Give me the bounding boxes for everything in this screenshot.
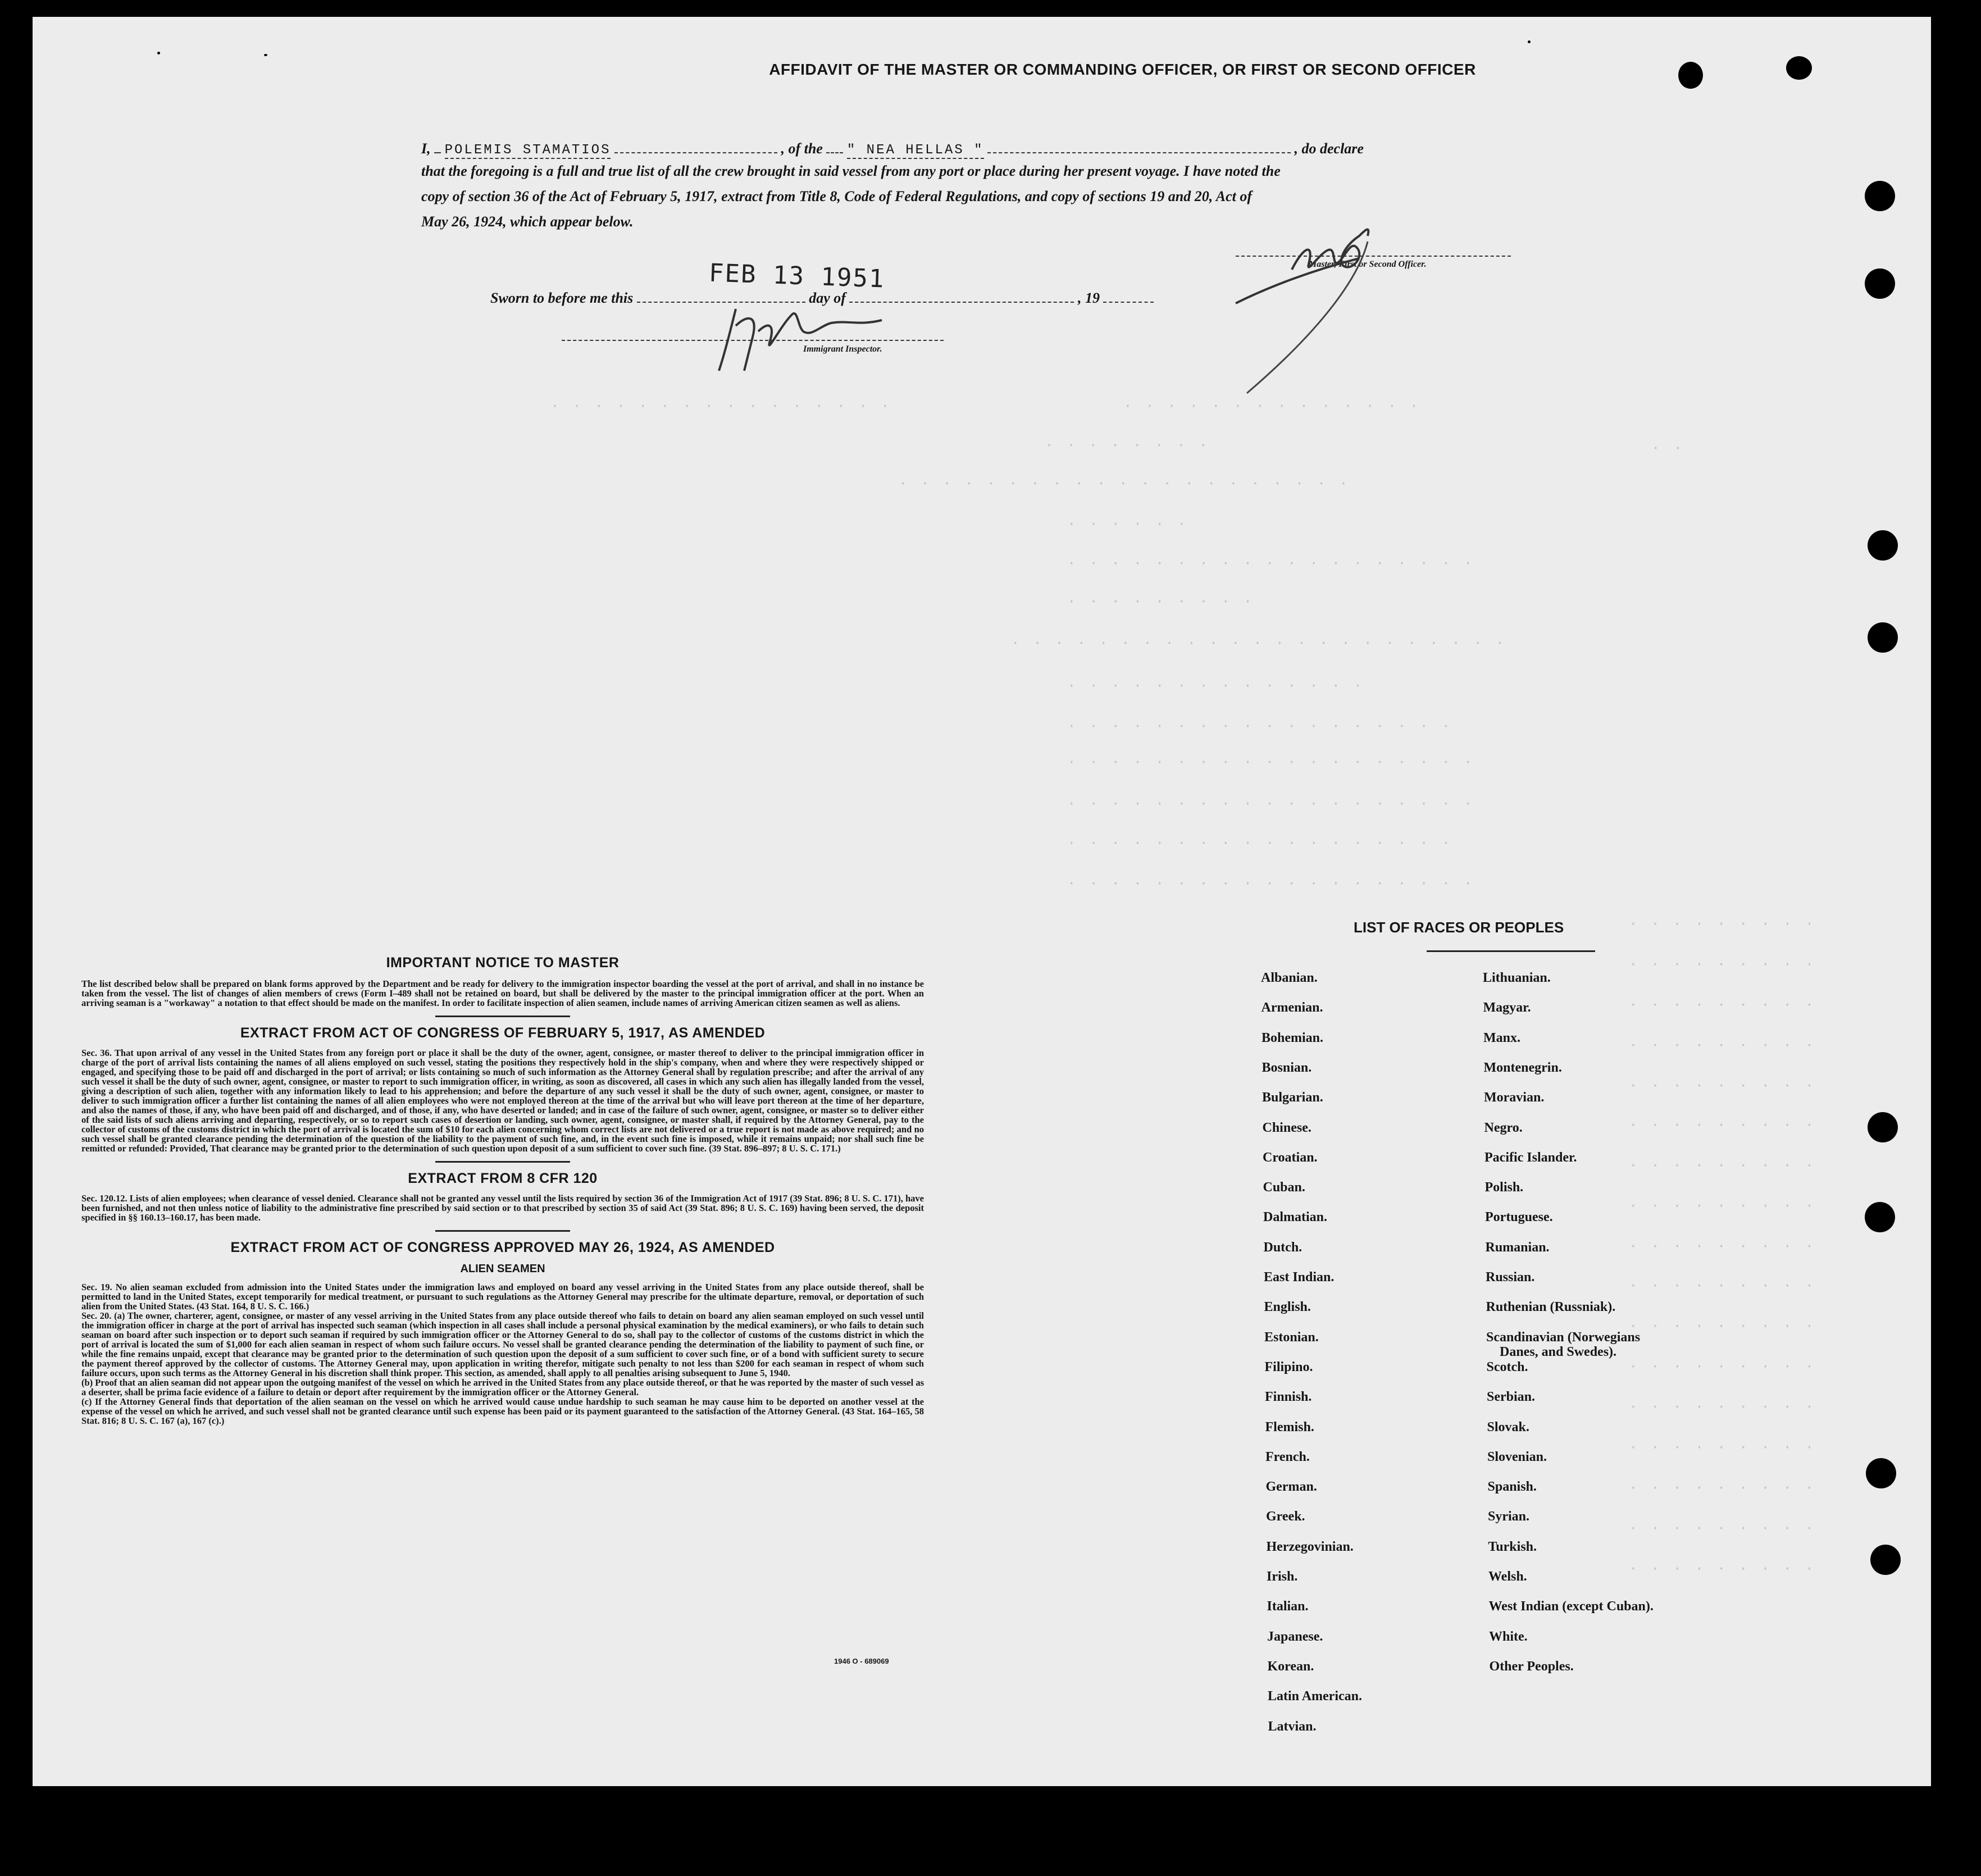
declaration-line-1: that the foregoing is a full and true list of all the crew brought in said vessel from any port or place during her present voyage. I have noted the xyxy=(421,163,1281,179)
separator xyxy=(435,1161,570,1163)
race-item: East Indian. xyxy=(1264,1270,1335,1285)
svg-text:· ·: · · xyxy=(1651,440,1684,457)
races-rule xyxy=(1427,950,1595,952)
inspector-signature xyxy=(713,292,938,382)
extract-1924-title: EXTRACT FROM ACT OF CONGRESS APPROVED MAY 26, 1924, AS AMENDED xyxy=(230,1240,775,1255)
sec-20b-text: (b) Proof that an alien seaman did not appear upon the outgoing manifest of the vessel on which he arrived in the United States from any place outside thereof, or that he was reported by the master of such vessel as a deserter, shall be prima facie evidence of a failure to detain or deport after requirement by the immigration officer or the Attorney General. xyxy=(81,1377,924,1397)
master-signature-caption: Master, First or Second Officer. xyxy=(1309,259,1427,269)
race-item: Greek. xyxy=(1266,1509,1305,1524)
svg-text:· · · · · · · ·: · · · · · · · · · xyxy=(1629,1238,1816,1255)
year-field xyxy=(1103,292,1154,303)
race-item: Welsh. xyxy=(1488,1569,1527,1584)
declaration-line-3: May 26, 1924, which appear below. xyxy=(421,213,634,230)
svg-text:· · · · · · · ·: · · · · · · · · · · · · · · · · · · · · · · · xyxy=(1011,635,1507,652)
master-name-field: POLEMIS STAMATIOS xyxy=(444,143,611,158)
svg-text:· · · · · · · ·: · · · · · · · · · · · · · · · · xyxy=(550,398,892,415)
svg-text:· · · · · · · ·: · · · · · · · · · xyxy=(1629,1479,1816,1496)
punch-hole xyxy=(1865,268,1895,299)
race-item: Japanese. xyxy=(1267,1629,1323,1644)
punch-hole xyxy=(1868,1112,1898,1142)
race-item: Slovenian. xyxy=(1487,1449,1547,1464)
inspector-caption: Immigrant Inspector. xyxy=(803,344,882,354)
race-item: English. xyxy=(1264,1300,1311,1315)
race-item: Albanian. xyxy=(1261,971,1318,985)
sworn-label: Sworn to before me this xyxy=(490,290,634,306)
svg-text:· · · · · · · ·: · · · · · · · · · xyxy=(1629,1358,1816,1375)
svg-text:· · · · · · · ·: · · · · · · · · · xyxy=(1629,1560,1816,1577)
race-item: Armenian. xyxy=(1261,1000,1323,1016)
race-item: Herzegovinian. xyxy=(1266,1539,1354,1554)
race-item: Flemish. xyxy=(1265,1419,1314,1435)
race-item: Chinese. xyxy=(1262,1120,1311,1135)
separator xyxy=(435,1230,570,1232)
name-field-fill xyxy=(614,142,777,153)
race-item: Finnish. xyxy=(1265,1390,1312,1405)
scan-border xyxy=(1931,0,1981,1876)
notice-title: IMPORTANT NOTICE TO MASTER xyxy=(386,955,620,971)
svg-text:· · · · · · · ·: · · · · · · · · · xyxy=(1629,1157,1816,1174)
race-item: Manx. xyxy=(1483,1030,1520,1045)
extract-1924-subtitle: ALIEN SEAMEN xyxy=(460,1263,545,1275)
svg-text:· · · · · · · ·: · · · · · · · · · xyxy=(1629,956,1816,973)
race-item: Spanish. xyxy=(1487,1479,1537,1495)
i-label: I, xyxy=(421,140,431,157)
race-item: Negro. xyxy=(1484,1120,1523,1135)
race-item: French. xyxy=(1265,1449,1310,1464)
races-title: LIST OF RACES OR PEOPLES xyxy=(1354,919,1564,936)
race-item: Rumanian. xyxy=(1485,1240,1550,1255)
race-item: Pacific Islander. xyxy=(1484,1150,1577,1165)
punch-hole xyxy=(1865,1202,1895,1232)
race-item: Estonian. xyxy=(1264,1329,1319,1345)
race-item: Polish. xyxy=(1484,1180,1524,1195)
svg-text:· · · · · · · ·: · · · · · · · · · xyxy=(1629,1318,1816,1335)
svg-text:· · · · · · · ·: · · · · · · · · · xyxy=(1629,1077,1816,1094)
svg-text:· · · · · · · ·: · · · · · · · · · xyxy=(1629,1439,1816,1456)
year-label: , 19 xyxy=(1077,290,1100,306)
svg-text:· · · · · ·: · · · · · · xyxy=(1067,516,1188,532)
separator xyxy=(435,1016,570,1017)
race-item: Lithuanian. xyxy=(1483,971,1551,985)
scan-speck xyxy=(157,52,160,54)
svg-text:· · · · · · · ·: · · · · · · · · xyxy=(1045,437,1210,454)
svg-text:· · · · · · · ·: · · · · · · · · · · · · · · xyxy=(1067,677,1365,694)
of-the-label: , of the xyxy=(781,140,823,157)
race-item: Danes, and Swedes). xyxy=(1500,1344,1617,1359)
race-item: West Indian (except Cuban). xyxy=(1488,1599,1654,1614)
race-item: Latvian. xyxy=(1268,1719,1317,1734)
race-item: Bulgarian. xyxy=(1262,1090,1323,1105)
declaration-line-2: copy of section 36 of the Act of February 5, 1917, extract from Title 8, Code of Federal Regulations, and copy of sections 19 and 20, Act of xyxy=(421,188,1252,204)
svg-text:· · · · · · · ·: · · · · · · · · · xyxy=(1629,916,1816,932)
race-item: Other Peoples. xyxy=(1489,1659,1574,1674)
race-item: Serbian. xyxy=(1487,1390,1536,1405)
svg-text:· · · · · · · ·: · · · · · · · · · xyxy=(1629,1117,1816,1133)
race-item: Latin American. xyxy=(1268,1689,1362,1704)
important-notice xyxy=(81,955,924,1426)
race-item: Magyar. xyxy=(1483,1000,1531,1016)
race-item: Montenegrin. xyxy=(1483,1060,1562,1075)
svg-text:· · · · · · · ·: · · · · · · · · · · · · · · xyxy=(1123,398,1421,415)
extract-1917-text: Sec. 36. That upon arrival of any vessel in the United States from any foreign port or place it shall be the duty of the owner, agent, consignee, or master thereof to deliver to the principal immigration officer in charge of the port of arrival lists containing the names of all aliens employed on such vessel, stating the positions they respectively hold in the ship's company, when and where they were respectively shipped or engaged, and specifying those to be paid off and discharged in the port of arrival; or lists containing so much of such information as the Attorney General shall by regulation prescribe; and after the arrival of any such vessel it shall be the duty of such owner, agent, consignee, or master to report to such immigration officer, in writing, as soon as discovered, all cases in which any such alien has illegally landed from the vessel, giving a description of such alien, together with any information likely to lead to his apprehension; and before the departure of any such vessel it shall be the duty of such owner, agent, consignee, or master to deliver to such immigration officer a further list containing the names of all alien employees who were not employed thereon at the time of the arrival but who will leave port thereon at the time of her departure, and also the names of those, if any, who have been paid off and discharged, and of those, if any, who have deserted or landed; and in case of the failure of such owner, agent, consignee, or master so to deliver either of the said lists of such aliens arriving and departing, respectively, or so to report such cases of desertion or landing, such owner, agent, consignee, or master shall, if required by the Attorney General, pay to the collector of customs of the customs district in which the port of arrival is located the sum of $10 for each alien concerning whom correct lists are not delivered or a true report is not made as above required; and no such vessel shall be granted clearance pending the determination of the question of the liability to the payment of such fine, and, in the event such fine is imposed, while it remains unpaid; nor shall such fine be remitted or refunded: Provided, That clearance may be granted prior to the determination of such question upon deposit of a sum sufficient to cover such fine. (39 Stat. 896–897; 8 U. S. C. 171.) xyxy=(81,1048,924,1154)
svg-text:· · · · · · · ·: · · · · · · · · · · · · · · · · · · · xyxy=(1067,555,1475,572)
race-item: White. xyxy=(1489,1629,1528,1644)
punch-hole xyxy=(1868,622,1898,653)
punch-hole xyxy=(1865,181,1895,211)
do-declare-label: , do declare xyxy=(1294,140,1364,157)
race-item: Bosnian. xyxy=(1262,1060,1312,1075)
scan-speck xyxy=(1528,40,1531,43)
svg-text:· · · · · · · ·: · · · · · · · · · · · · · · · · · · xyxy=(1067,835,1453,852)
punch-hole xyxy=(1870,1545,1901,1575)
svg-text:· · · · · · · ·: · · · · · · · · · · · · · · · · · · xyxy=(1067,718,1453,735)
name-field-lead xyxy=(434,142,441,153)
race-item: Irish. xyxy=(1267,1569,1298,1584)
vessel-field-fill xyxy=(987,142,1291,153)
race-item: Slovak. xyxy=(1487,1419,1529,1435)
svg-text:· · · · · · · ·: · · · · · · · · · xyxy=(1629,1037,1816,1054)
race-item: Cuban. xyxy=(1263,1180,1305,1195)
race-item: Filipino. xyxy=(1264,1359,1313,1374)
race-item: Portuguese. xyxy=(1485,1210,1553,1225)
punch-hole xyxy=(1868,530,1898,561)
svg-text:· · · · · · · ·: · · · · · · · · · xyxy=(1629,1399,1816,1415)
vessel-name-field: " NEA HELLAS " xyxy=(846,143,984,158)
notice-text: The list described below shall be prepared on blank forms approved by the Department and be ready for delivery to the immigration inspector boarding the vessel at the port of arrival, and shall in no instance be taken from the vessel. The list of changes of alien members of crews (Form I–489 shall not be retained on board, but shall be delivered by the master to the principal immigration officer at the port. When an arriving seaman is a "workaway" a notation to that effect should be made on the manifest. In order to facilitate inspection of alien seamen, include names of arriving American citizen seamen as well as aliens. xyxy=(81,978,924,1008)
sec-20a-text: Sec. 20. (a) The owner, charterer, agent, consignee, or master of any vessel arriving in the United States from any place outside thereof who fails to detain on board any alien seaman employed on such vessel until the immigration officer in charge at the port of arrival has inspected such seaman (which inspection in all cases shall include a personal physical examination by the medical examiners), or who fails to detain such seaman on board after such inspection or to deport such seaman if required by such immigration officer or the Attorney General to do so, shall pay to the collector of customs of the customs district in which the port of arrival is located the sum of $1,000 for each alien seaman in respect of whom such failure occurs. No vessel shall be granted clearance pending the determination of the liability to payment of such fine, or while the fine remains unpaid, except that clearance may be granted prior to the determination of such question upon the deposit of a sum sufficient to cover such fine, or of a bond with sufficient surety to secure the payment thereof approved by the collector of customs. The Attorney General may, upon application in writing therefor, mitigate such penalty to not less than $200 for each seaman in respect of whom such failure occurs, upon such terms as the Attorney General in his discretion shall think proper. This section, as amended, shall apply to all penalties arising subsequent to June 5, 1940. xyxy=(81,1310,924,1378)
punch-hole xyxy=(1866,1458,1896,1488)
vessel-field-lead xyxy=(826,142,843,153)
extract-1917-title: EXTRACT FROM ACT OF CONGRESS OF FEBRUARY 5, 1917, AS AMENDED xyxy=(240,1025,766,1041)
sec-20c-text: (c) If the Attorney General finds that deportation of the alien seaman on the vessel on which he arrived would cause undue hardship to such seaman he may cause him to be deported on another vessel at the expense of the vessel on which he arrived, and such vessel shall not be granted clearance until such expense has been paid or its payment guaranteed to the satisfaction of the Attorney General. (43 Stat. 164–165, 58 Stat. 816; 8 U. S. C. 167 (a), 167 (c).) xyxy=(81,1396,924,1426)
race-item: Scotch. xyxy=(1486,1359,1528,1374)
extract-cfr-text: Sec. 120.12. Lists of alien employees; when clearance of vessel denied. Clearance shall not be granted any vessel until the lists required by section 36 of the Immigration Act of 1917 (39 Stat. 896; 8 U. S. C. 171), have been furnished, and not then unless notice of liability to the administrative fine prescribed by said section or to that prescribed by section 35 of said Act (39 Stat. 896; 8 U. S. C. 169) having been served, the deposit specified in §§ 160.13–160.17, has been made. xyxy=(81,1193,924,1223)
race-item: Croatian. xyxy=(1263,1150,1318,1165)
race-item: Syrian. xyxy=(1488,1509,1530,1524)
extract-cfr-title: EXTRACT FROM 8 CFR 120 xyxy=(408,1171,598,1186)
race-item: Russian. xyxy=(1486,1270,1535,1285)
svg-text:· · · · · · · ·: · · · · · · · · · xyxy=(1629,1197,1816,1214)
document-sheet xyxy=(33,17,1931,1786)
affidavit-title: AFFIDAVIT OF THE MASTER OR COMMANDING OFFICER, OR FIRST OR SECOND OFFICER xyxy=(769,61,1476,78)
race-item: Korean. xyxy=(1267,1659,1314,1674)
race-item: Dalmatian. xyxy=(1263,1210,1327,1225)
race-item: Scandinavian (Norwegians xyxy=(1486,1329,1641,1345)
svg-text:· · · · · · · ·: · · · · · · · · · xyxy=(1629,1277,1816,1294)
scan-speck xyxy=(264,54,267,56)
svg-text:· · · · · · · ·: · · · · · · · · · xyxy=(1067,593,1255,610)
race-item: Dutch. xyxy=(1263,1240,1303,1255)
svg-text:· · · · · · · ·: · · · · · · · · · · · · · · · · · · · · · xyxy=(899,475,1350,492)
print-code: 1946 O - 689069 xyxy=(834,1657,889,1665)
race-item: Moravian. xyxy=(1484,1090,1545,1105)
sec-19-text: Sec. 19. No alien seaman excluded from admission into the United States under the immigration laws and employed on board any vessel arriving in the United States from any place outside thereof, shall be permitted to land in the United States, except temporarily for medical treatment, or pursuant to such regulations as the Attorney General may prescribe for the ultimate departure, removal, or deportation of such alien from the United States. (43 Stat. 164, 8 U. S. C. 166.) xyxy=(81,1282,924,1312)
race-item: Ruthenian (Russniak). xyxy=(1486,1300,1616,1315)
svg-text:· · · · · · · ·: · · · · · · · · · xyxy=(1629,1520,1816,1537)
day-of-label: day of xyxy=(809,290,846,306)
svg-text:· · · · · · · ·: · · · · · · · · · · · · · · · · · · · xyxy=(1067,754,1475,771)
date-stamp: FEB 13 1951 xyxy=(708,258,886,294)
race-item: Italian. xyxy=(1267,1599,1309,1614)
race-item: German. xyxy=(1265,1479,1317,1495)
race-item: Bohemian. xyxy=(1262,1030,1324,1045)
race-item: Turkish. xyxy=(1488,1539,1537,1554)
svg-text:· · · · · · · ·: · · · · · · · · · · · · · · · · · · · xyxy=(1067,795,1475,812)
svg-text:· · · · · · · ·: · · · · · · · · · · · · · · · · · · · xyxy=(1067,875,1475,892)
svg-text:· · · · · · · ·: · · · · · · · · · xyxy=(1629,996,1816,1013)
